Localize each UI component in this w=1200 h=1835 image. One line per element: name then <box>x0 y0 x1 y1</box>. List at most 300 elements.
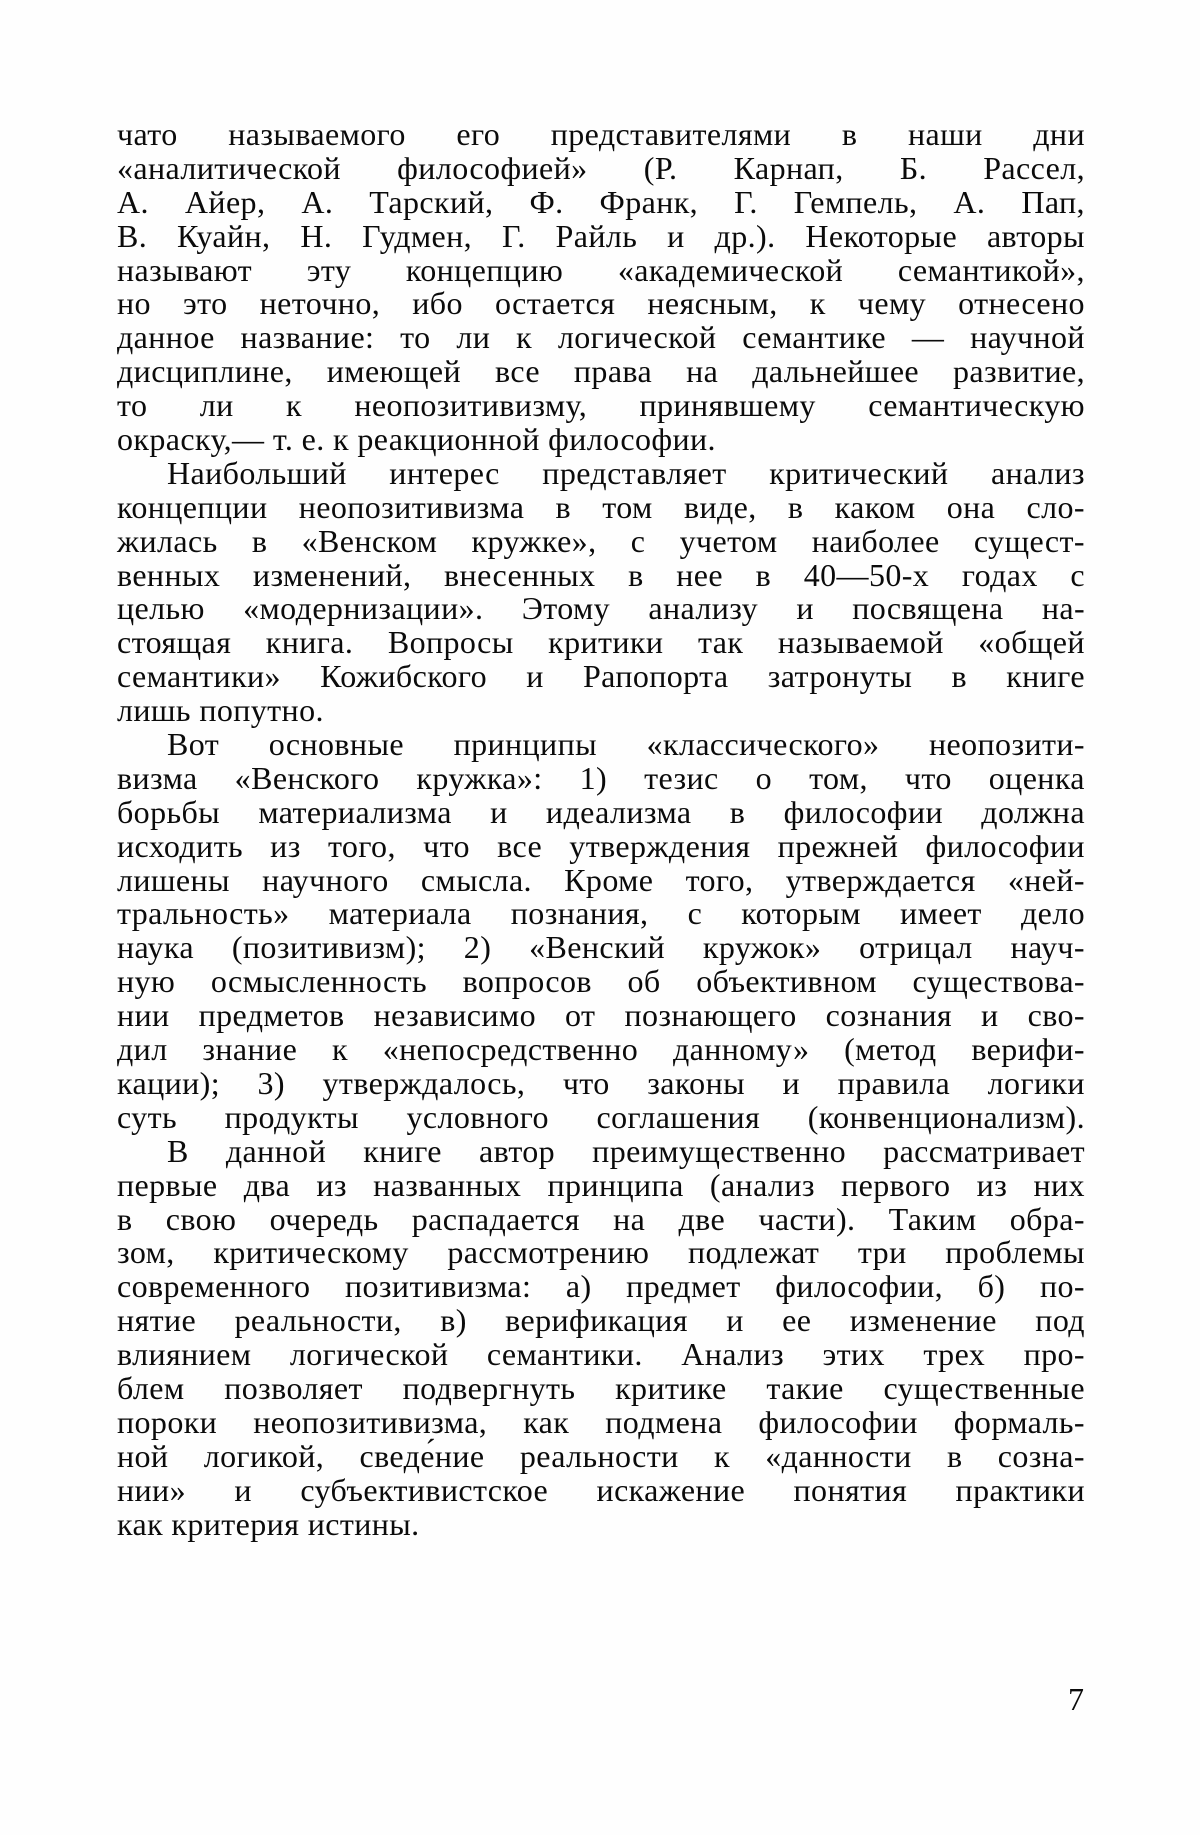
word: сло- <box>1026 488 1085 525</box>
text-line <box>117 1166 1085 1203</box>
word: объективном <box>696 963 877 1000</box>
word: называют <box>117 251 253 288</box>
word: затронуты <box>767 658 913 695</box>
word: жилась <box>117 522 218 559</box>
word: семантики. <box>486 1336 643 1373</box>
word: книге <box>363 1132 442 1169</box>
word: критическому <box>213 1234 409 1271</box>
word: «модернизации». <box>243 590 484 627</box>
word: «непосредственно <box>382 1031 639 1068</box>
word: в <box>117 1200 133 1237</box>
word: познания, <box>510 895 649 932</box>
text-line <box>117 931 1085 965</box>
word: философией» <box>397 149 588 186</box>
word: эту <box>306 251 352 288</box>
word: неопозитивизму, <box>354 387 588 424</box>
word: формаль- <box>953 1403 1085 1440</box>
word: под <box>1035 1302 1085 1339</box>
word: продукты <box>224 1098 359 1135</box>
word: и <box>782 1064 801 1101</box>
word: основные <box>268 726 404 763</box>
text-line <box>117 793 1085 830</box>
word: на- <box>1041 590 1085 627</box>
word: но <box>117 285 151 322</box>
text-line <box>117 1369 1085 1406</box>
word: имеющей <box>326 353 462 390</box>
text-line: лишь попутно. <box>117 692 324 729</box>
word: его <box>456 116 501 152</box>
word: к <box>809 285 826 322</box>
word: представляет <box>542 454 727 491</box>
word: «Венском <box>301 522 438 559</box>
word: рассматривает <box>883 1132 1085 1169</box>
word: Рапопорта <box>582 658 729 695</box>
word: и <box>490 793 508 830</box>
word: логической <box>557 319 717 356</box>
word: нее <box>676 556 723 593</box>
word: посвящена <box>852 590 1004 627</box>
word: прежней <box>777 827 899 864</box>
word: дни <box>1033 116 1085 152</box>
word: и <box>234 1471 252 1508</box>
word: об <box>627 963 661 1000</box>
word: блем <box>117 1369 185 1406</box>
text-line <box>117 556 1085 593</box>
word: остается <box>494 285 616 322</box>
word: тральность» <box>117 895 290 932</box>
word: (анализ <box>709 1166 815 1203</box>
word: две <box>678 1200 726 1237</box>
word: от <box>565 997 596 1034</box>
text-line <box>117 1200 1085 1237</box>
word: из <box>270 827 301 864</box>
word: наши <box>907 116 983 152</box>
word: исходить <box>117 827 243 864</box>
word: в <box>755 556 772 593</box>
word: ной <box>117 1437 169 1474</box>
word: науч- <box>1010 929 1085 966</box>
word: Пап, <box>1021 183 1085 220</box>
word: дальнейшее <box>752 353 920 390</box>
word: подмена <box>605 1403 723 1440</box>
word: суть <box>117 1098 177 1135</box>
text-line <box>117 1270 1085 1304</box>
word: наиболее <box>811 522 940 559</box>
word: изменение <box>849 1302 997 1339</box>
word: «общей <box>978 624 1085 661</box>
text-line <box>117 389 1085 423</box>
word: и <box>526 658 544 695</box>
word: лишены <box>117 861 230 898</box>
word: годах <box>961 556 1038 593</box>
word: (позитивизм); <box>231 929 426 966</box>
word: виде, <box>683 488 757 525</box>
word: преимущественно <box>592 1132 847 1169</box>
word: семантикой», <box>897 251 1085 288</box>
paragraph <box>117 1132 1085 1542</box>
word: целью <box>117 590 205 627</box>
word: в <box>841 116 858 152</box>
word: верификация <box>505 1302 688 1339</box>
word: семантики» <box>117 658 281 695</box>
word: два <box>243 1166 291 1203</box>
paragraph <box>117 118 1085 457</box>
word: 3) <box>257 1064 285 1101</box>
word: созна- <box>997 1437 1085 1474</box>
word: оценка <box>988 759 1085 796</box>
word: все <box>497 827 543 864</box>
word: логики <box>987 1064 1085 1101</box>
word: с <box>630 522 646 559</box>
text-line <box>117 355 1085 389</box>
word: в <box>946 1437 963 1474</box>
word: предметов <box>198 997 345 1034</box>
text-line <box>117 827 1085 864</box>
word: нии» <box>117 1471 186 1508</box>
word: кации); <box>117 1064 220 1101</box>
word: названных <box>373 1166 522 1203</box>
word: критике <box>615 1369 727 1406</box>
word: осмысленность <box>210 963 427 1000</box>
text-line <box>117 626 1085 660</box>
word: Некоторые <box>805 217 958 254</box>
word: кружок» <box>702 929 822 966</box>
word: обра- <box>1009 1200 1085 1237</box>
text-line <box>117 1338 1085 1372</box>
word: очередь <box>269 1200 379 1237</box>
word: что <box>423 827 470 864</box>
word: борьбы <box>117 793 221 830</box>
word: смысла. <box>420 861 532 898</box>
word: неопозитивизма, <box>253 1403 488 1440</box>
word: Гудмен, <box>362 217 473 254</box>
word: сущест- <box>973 522 1085 559</box>
word: принципы <box>453 726 598 763</box>
word: существенные <box>883 1369 1085 1406</box>
text-line <box>117 321 1085 355</box>
word: верифи- <box>971 1031 1085 1068</box>
word: В <box>167 1132 189 1169</box>
word: а) <box>565 1268 592 1305</box>
word: Райль <box>555 217 638 254</box>
word: учетом <box>679 522 778 559</box>
word: книга. <box>265 624 354 661</box>
word: Кроме <box>564 861 654 898</box>
word: Гемпель, <box>793 183 918 220</box>
text-line <box>117 1236 1085 1270</box>
word: дисциплине, <box>117 353 293 390</box>
word: что <box>904 759 952 796</box>
word: др.). <box>714 217 776 254</box>
word: это <box>183 285 228 322</box>
text-line <box>117 1304 1085 1338</box>
word: она <box>946 488 996 525</box>
word: Рассел, <box>983 149 1085 186</box>
word: изменений, <box>252 556 412 593</box>
word: концепцию <box>405 251 564 288</box>
word: позволяет <box>224 1369 363 1406</box>
word: логикой, <box>203 1437 325 1474</box>
word: в <box>787 488 804 525</box>
word: научной <box>970 319 1085 356</box>
word: Ф. <box>529 183 564 220</box>
word: к <box>516 319 533 356</box>
word: «Венского <box>234 759 380 796</box>
word: ли <box>456 319 491 356</box>
word: законы <box>647 1064 745 1101</box>
word: вопросов <box>462 963 592 1000</box>
word: утверждалось, <box>322 1064 526 1101</box>
word: философии <box>925 827 1085 864</box>
word: нятие <box>117 1302 197 1339</box>
word: трех <box>923 1336 986 1373</box>
word: неточно, <box>259 285 381 322</box>
word: б) <box>977 1268 1006 1305</box>
word: дил <box>117 1031 168 1068</box>
word: и <box>726 1302 744 1339</box>
word: неясным, <box>647 285 778 322</box>
word: позитивизма: <box>344 1268 532 1305</box>
word: интерес <box>389 454 500 491</box>
word: принявшему <box>639 387 816 424</box>
word: того, <box>685 861 754 898</box>
word: понятия <box>793 1471 908 1508</box>
word: (Р. <box>643 149 678 186</box>
word: проблемы <box>945 1234 1085 1271</box>
word: первые <box>117 1166 218 1203</box>
word: субъективистское <box>300 1471 549 1508</box>
word: этих <box>822 1336 885 1373</box>
word: Франк, <box>599 183 699 220</box>
word: из <box>976 1166 1008 1203</box>
word: которым <box>741 895 861 932</box>
word: Вот <box>167 726 220 763</box>
word: них <box>1033 1166 1085 1203</box>
word: концепции <box>117 488 268 525</box>
word: название: <box>240 319 375 356</box>
word: семантике <box>742 319 887 356</box>
word: в <box>251 522 268 559</box>
word: кружка»: <box>416 759 543 796</box>
word: и <box>981 997 999 1034</box>
word: и <box>667 217 685 254</box>
text-line <box>117 965 1085 999</box>
word: предмет <box>626 1268 741 1305</box>
word: ли <box>199 387 234 424</box>
word: 40—50-х <box>803 556 930 593</box>
word: отрицал <box>859 929 973 966</box>
word: Айер, <box>184 183 266 220</box>
word: Тарский, <box>369 183 494 220</box>
word: в <box>729 793 746 830</box>
word: принципа <box>547 1166 684 1203</box>
text-line <box>117 251 1085 288</box>
word: визма <box>117 759 198 796</box>
text-line <box>117 118 1085 152</box>
text-line <box>117 217 1085 254</box>
word: философии <box>783 793 943 830</box>
word: подвергнуть <box>402 1369 576 1406</box>
word: соглашения <box>596 1098 761 1135</box>
word: отнесено <box>958 285 1085 322</box>
word: того, <box>327 827 396 864</box>
word: 2) <box>463 929 492 966</box>
word: чато <box>117 116 178 152</box>
word: Н. <box>300 217 333 254</box>
word: подлежат <box>687 1234 820 1271</box>
word: Наибольший <box>167 454 347 491</box>
word: том, <box>809 759 868 796</box>
word: Вопросы <box>387 624 514 661</box>
word: Анализ <box>681 1336 785 1373</box>
word: автор <box>479 1132 556 1169</box>
word: на <box>613 1200 646 1237</box>
word: правила <box>837 1064 951 1101</box>
word: (метод <box>844 1031 937 1068</box>
word: Г. <box>501 217 526 254</box>
word: нии <box>117 997 170 1034</box>
word: Г. <box>734 183 758 220</box>
word: познающего <box>624 997 797 1034</box>
word: философии, <box>775 1268 944 1305</box>
word: «академической <box>617 251 844 288</box>
word: дело <box>1020 895 1085 932</box>
word: стоящая <box>117 624 232 661</box>
word: 1) <box>579 759 608 796</box>
word: (конвенционализм). <box>807 1098 1085 1135</box>
word: искажение <box>596 1471 746 1508</box>
word: философии <box>758 1403 918 1440</box>
word: данному» <box>672 1031 810 1068</box>
word: книге <box>1006 658 1085 695</box>
word: про- <box>1023 1336 1085 1373</box>
word: А. <box>953 183 986 220</box>
text-line <box>117 522 1085 559</box>
word: авторы <box>986 217 1085 254</box>
word: сведе́ние <box>359 1437 485 1474</box>
word: к <box>713 1437 730 1474</box>
text-line <box>117 1132 1085 1169</box>
word: существова- <box>912 963 1085 1000</box>
text-line <box>117 488 1085 525</box>
word: том <box>602 488 653 525</box>
word: Б. <box>899 149 928 186</box>
text-line <box>117 183 1085 220</box>
word: реальности <box>519 1437 679 1474</box>
word: наука <box>117 929 194 966</box>
word: свою <box>165 1200 237 1237</box>
word: материала <box>328 895 472 932</box>
word: части). <box>758 1200 856 1237</box>
word: утверждается <box>785 861 976 898</box>
word: из <box>316 1166 347 1203</box>
word: Куайн, <box>177 217 271 254</box>
word: «ней- <box>1007 861 1085 898</box>
text-line <box>117 728 1085 762</box>
word: неопозити- <box>929 726 1085 763</box>
word: «данности <box>765 1437 912 1474</box>
word: так <box>697 624 744 661</box>
word: А. <box>301 183 334 220</box>
paragraph <box>117 728 1085 1135</box>
word: знание <box>202 1031 298 1068</box>
paragraph <box>117 454 1085 729</box>
word: все <box>495 353 540 390</box>
word: и <box>796 590 814 627</box>
text-line <box>117 897 1085 931</box>
word: критический <box>769 454 949 491</box>
word: условного <box>406 1098 549 1135</box>
word: с <box>687 895 703 932</box>
word: сво- <box>1027 997 1085 1034</box>
word: данной <box>225 1132 327 1169</box>
word: семантическую <box>868 387 1085 424</box>
word: распадается <box>411 1200 580 1237</box>
word: имеет <box>900 895 982 932</box>
text-line <box>117 592 1085 626</box>
word: влиянием <box>117 1336 252 1373</box>
word: называемого <box>228 116 406 152</box>
word: в) <box>440 1302 467 1339</box>
word: независимо <box>373 997 536 1034</box>
word: материализма <box>258 793 452 830</box>
word: рассмотрению <box>447 1234 650 1271</box>
text-line <box>117 1403 1085 1440</box>
text-line <box>117 1098 1085 1135</box>
word: кружке», <box>471 522 597 559</box>
text-line: как критерия истины. <box>117 1505 420 1542</box>
word: зом, <box>117 1234 175 1271</box>
word: «Венский <box>529 929 666 966</box>
word: то <box>400 319 431 356</box>
word: ее <box>782 1302 812 1339</box>
word: такие <box>766 1369 844 1406</box>
body-text <box>117 118 1085 1541</box>
text-line <box>117 454 1085 491</box>
text-line <box>117 999 1085 1033</box>
word: на <box>686 353 719 390</box>
page-number: 7 <box>1068 1681 1084 1717</box>
word: А. <box>117 183 149 220</box>
text-line <box>117 1437 1085 1474</box>
word: В. <box>117 217 148 254</box>
word: Кожибского <box>320 658 488 695</box>
word: анализу <box>648 590 759 627</box>
word: первого <box>841 1166 951 1203</box>
word: анализ <box>991 454 1085 491</box>
word: что <box>562 1064 610 1101</box>
text-line <box>117 287 1085 321</box>
word: развитие, <box>953 353 1085 390</box>
word: ную <box>117 963 176 1000</box>
word: утверждения <box>569 827 751 864</box>
word: права <box>573 353 653 390</box>
word: «классического» <box>646 726 880 763</box>
word: три <box>857 1234 907 1271</box>
word: внесенных <box>444 556 596 593</box>
word: с <box>1070 556 1085 593</box>
text-line <box>117 660 1085 694</box>
word: в <box>555 488 572 525</box>
text-line <box>117 861 1085 898</box>
word: сознания <box>825 997 952 1034</box>
text-line <box>117 1064 1085 1101</box>
word: в <box>628 556 644 593</box>
word: по- <box>1039 1268 1085 1305</box>
word: венных <box>117 556 221 593</box>
word: «аналитической <box>117 149 341 186</box>
word: Таким <box>888 1200 977 1237</box>
